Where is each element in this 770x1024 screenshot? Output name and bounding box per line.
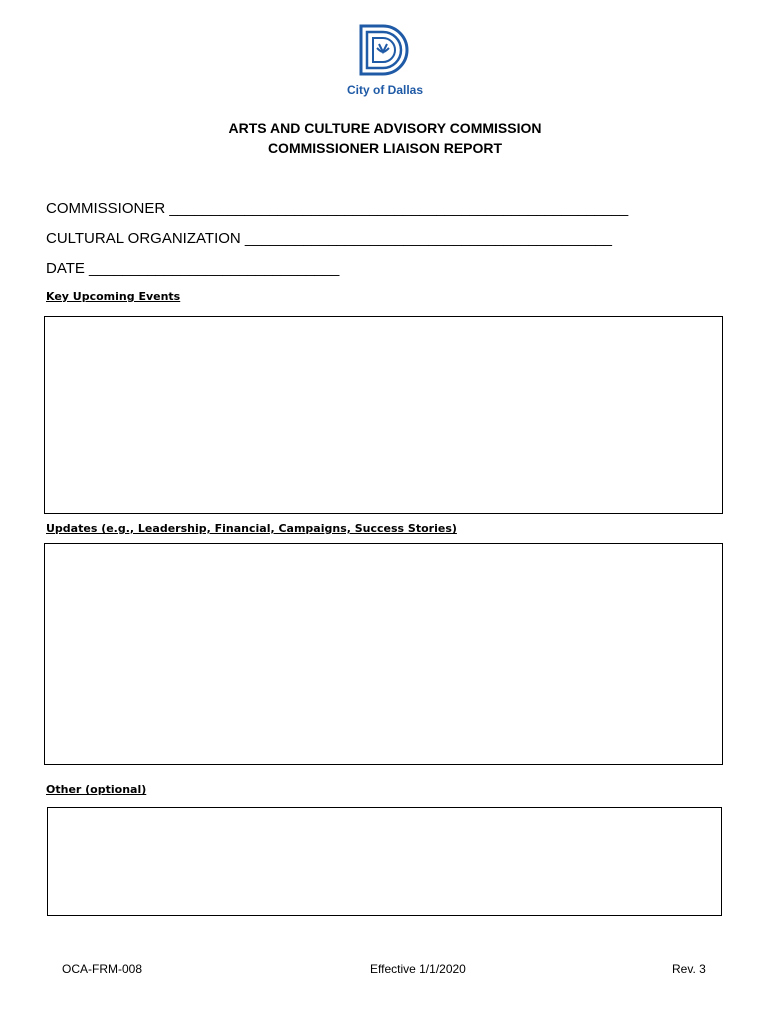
date-field[interactable]: DATE ______________________________ (46, 260, 340, 277)
cultural-organization-field[interactable]: CULTURAL ORGANIZATION ____________________________________________ (46, 230, 612, 247)
title-line-2: COMMISSIONER LIAISON REPORT (267, 140, 503, 156)
logo-text: City of Dallas (346, 83, 424, 97)
commissioner-field[interactable]: COMMISSIONER _______________________________________________________ (46, 200, 629, 217)
other-box[interactable] (47, 807, 722, 916)
key-upcoming-events-label: Key Upcoming Events (46, 290, 181, 303)
revision: Rev. 3 (672, 962, 706, 976)
page-title (0, 118, 770, 158)
title-line-1: ARTS AND CULTURE ADVISORY COMMISSION (228, 120, 542, 136)
city-of-dallas-logo-icon (357, 22, 413, 78)
other-label: Other (optional) (46, 783, 147, 796)
updates-label: Updates (e.g., Leadership, Financial, Campaigns, Success Stories) (46, 522, 457, 535)
form-id: OCA-FRM-008 (62, 962, 143, 976)
effective-date: Effective 1/1/2020 (370, 962, 466, 976)
key-upcoming-events-box[interactable] (44, 316, 723, 514)
updates-box[interactable] (44, 543, 723, 765)
